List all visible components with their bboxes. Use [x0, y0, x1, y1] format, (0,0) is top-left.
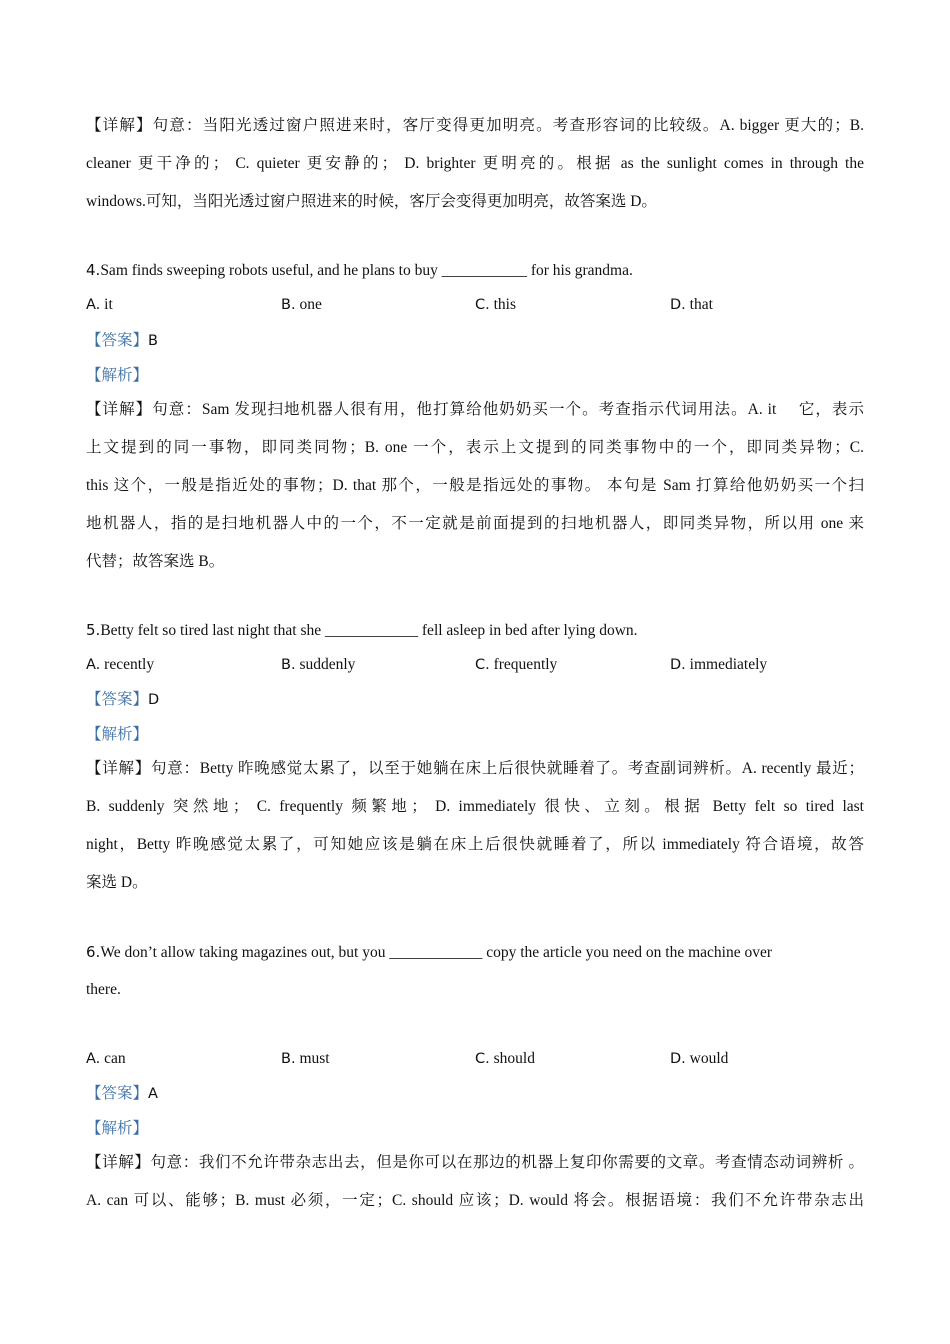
answer-value: B: [148, 333, 158, 349]
question-5-stem: [86, 620, 638, 641]
q4-detail-line-3: this 这个，一般是指近处的事物；D. that 那个，一般是指远处的事物。 本句是 Sam 打算给他奶奶买一个扫: [86, 477, 864, 494]
q5-detail-line-4: 案选 D。: [86, 874, 148, 891]
q4-option-d: D. that: [670, 296, 713, 313]
q4-detail-line-1: 【详解】句意：Sam 发现扫地机器人很有用，他打算给他奶奶买一个。考查指示代词用法。A. it 它，表示: [86, 401, 864, 418]
question-text: We don’t allow taking magazines out, but you ____________ copy the article you need on the machine over: [100, 944, 772, 961]
q5-answer: [86, 690, 159, 710]
question-text: Sam finds sweeping robots useful, and he plans to buy ___________ for his grandma.: [100, 262, 633, 279]
answer-value: A: [148, 1086, 158, 1102]
q5-option-b: B. suddenly: [281, 656, 356, 673]
q6-detail-line-2: A. can 可以、能够；B. must 必须，一定；C. should 应该；D. would 将会。根据语境：我们不允许带杂志出: [86, 1192, 864, 1209]
q3-detail-line-1: 【详解】句意：当阳光透过窗户照进来时，客厅变得更加明亮。考查形容词的比较级。A. bigger 更大的；B.: [86, 117, 864, 134]
q6-answer: [86, 1084, 158, 1104]
question-number: 4.: [86, 261, 101, 279]
question-6-stem-line-2: there.: [86, 981, 121, 998]
q5-detail-line-3: night，Betty 昨晚感觉太累了，可知她应该是躺在床上后很快就睡着了，所以 immediately 符合语境，故答: [86, 836, 864, 853]
q5-option-c: C. frequently: [475, 656, 558, 673]
question-number: 5.: [86, 621, 101, 639]
q6-option-d: D. would: [670, 1050, 729, 1067]
q5-detail-line-2: B. suddenly 突然地； C. frequently 频繁地； D. immediately 很快、立刻。根据 Betty felt so tired last: [86, 798, 864, 815]
q4-detail-line-4: 地机器人，指的是扫地机器人中的一个，不一定就是前面提到的扫地机器人，即同类异物，所以用 one 来: [86, 515, 864, 532]
q4-answer: [86, 331, 158, 351]
q4-detail-line-2: 上文提到的同一事物，即同类同物；B. one 一个，表示上文提到的同类事物中的一个，即同类异物；C.: [86, 439, 864, 456]
q5-option-d: D. immediately: [670, 656, 768, 673]
q6-detail-line-1: 【详解】句意：我们不允许带杂志出去，但是你可以在那边的机器上复印你需要的文章。考查情态动词辨析 。: [86, 1154, 864, 1171]
answer-value: D: [148, 692, 160, 708]
q6-analysis-label: 【解析】: [86, 1120, 149, 1137]
q6-option-b: B. must: [281, 1050, 330, 1067]
q4-option-a: A. it: [86, 296, 113, 313]
q6-option-a: A. can: [86, 1050, 126, 1067]
q4-analysis-label: 【解析】: [86, 367, 149, 384]
answer-label: 【答案】: [86, 691, 149, 708]
question-6-stem: [86, 942, 772, 963]
q4-option-b: B. one: [281, 296, 322, 313]
answer-label: 【答案】: [86, 332, 149, 349]
question-text: Betty felt so tired last night that she ____________ fell asleep in bed after lying down.: [100, 622, 638, 639]
question-number: 6.: [86, 943, 101, 961]
question-4-stem: [86, 260, 633, 281]
q4-detail-line-5: 代替；故答案选 B。: [86, 553, 225, 570]
q5-analysis-label: 【解析】: [86, 726, 149, 743]
q4-option-c: C. this: [475, 296, 517, 313]
answer-label: 【答案】: [86, 1085, 149, 1102]
q3-detail-line-2: cleaner 更干净的； C. quieter 更安静的； D. brighter 更明亮的。根据 as the sunlight comes in through the: [86, 155, 864, 172]
q6-option-c: C. should: [475, 1050, 535, 1067]
q5-detail-line-1: 【详解】句意：Betty 昨晚感觉太累了，以至于她躺在床上后很快就睡着了。考查副词辨析。A. recently 最近；: [86, 760, 864, 777]
q5-option-a: A. recently: [86, 656, 155, 673]
q3-detail-line-3: windows.可知，当阳光透过窗户照进来的时候，客厅会变得更加明亮，故答案选 D。: [86, 193, 657, 210]
